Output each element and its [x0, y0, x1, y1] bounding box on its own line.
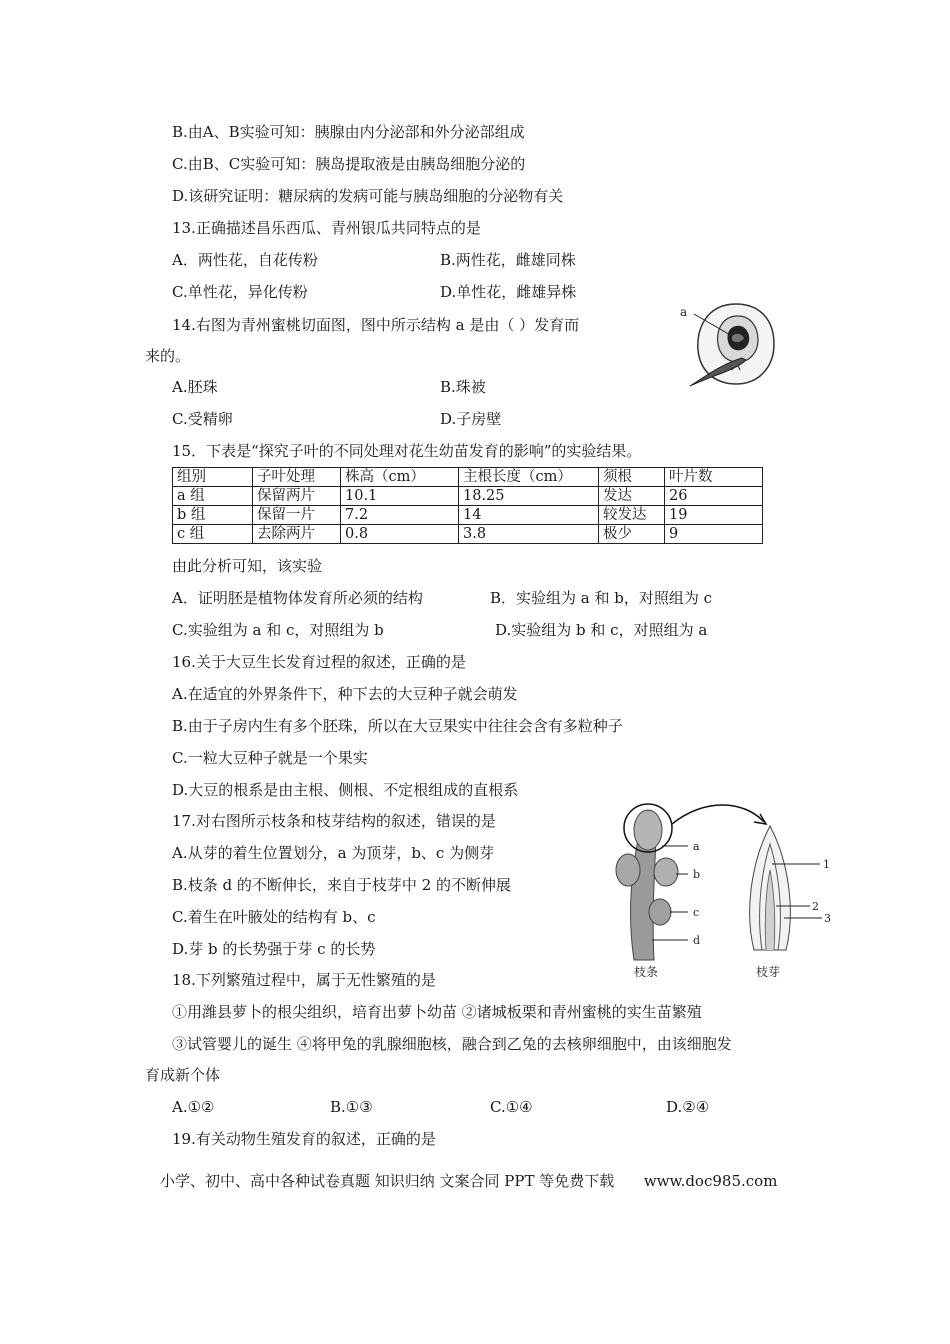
table-cell: 保留两片 [253, 487, 341, 506]
footer-url[interactable]: www.doc985.com [643, 1172, 778, 1190]
table-cell: 3.8 [459, 525, 599, 544]
bud-label-1: 1 [823, 858, 830, 871]
q18-statement-3-4: ③试管婴儿的诞生 ④将甲兔的乳腺细胞核，融合到乙兔的去核卵细胞中，由该细胞发 [172, 1035, 732, 1053]
q15-option-d: D.实验组为 b 和 c，对照组为 a [495, 621, 708, 639]
table-cell: c 组 [173, 525, 253, 544]
table-row [173, 525, 763, 544]
q16-option-b: B.由于子房内生有多个胚珠，所以在大豆果实中往往会含有多粒种子 [172, 717, 623, 735]
table-cell: 7.2 [341, 506, 459, 525]
q16-option-a: A.在适宜的外界条件下，种下去的大豆种子就会萌发 [172, 685, 518, 703]
q17-option-a: A.从芽的着生位置划分，a 为顶芽，b、c 为侧芽 [172, 844, 495, 862]
q14-option-a: A.胚珠 [172, 378, 218, 396]
table-header-cell: 株高（cm） [341, 468, 459, 487]
q13-stem: 13.正确描述昌乐西瓜、青州银瓜共同特点的是 [172, 219, 481, 237]
branch-label-c: c [693, 906, 700, 919]
experiment-table [172, 467, 763, 544]
table-header-cell: 组别 [173, 468, 253, 487]
table-cell: 极少 [599, 525, 665, 544]
table-header-row [173, 468, 763, 487]
table-cell: 0.8 [341, 525, 459, 544]
table-header-cell: 须根 [599, 468, 665, 487]
branch-label-a: a [693, 840, 700, 853]
table-cell: 10.1 [341, 487, 459, 506]
q12-option-b: B.由A、B实验可知：胰腺由内分泌部和外分泌部组成 [172, 123, 525, 141]
table-cell: 保留一片 [253, 506, 341, 525]
q14-stem-line1: 14.右图为青州蜜桃切面图，图中所示结构 a 是由（ ）发育而 [172, 316, 580, 334]
branch-label-d: d [693, 934, 701, 947]
table-header-cell: 主根长度（cm） [459, 468, 599, 487]
page-footer [160, 1170, 777, 1191]
q18-statement-1-2: ①用潍县萝卜的根尖组织，培育出萝卜幼苗 ②诸城板栗和青州蜜桃的实生苗繁殖 [172, 1003, 702, 1021]
branch-label-b: b [693, 868, 701, 881]
table-cell: 去除两片 [253, 525, 341, 544]
q18-option-c: C.①④ [490, 1098, 533, 1116]
q15-option-a: A．证明胚是植物体发育所必须的结构 [172, 589, 423, 607]
q13-option-a: A．两性花，自花传粉 [172, 251, 318, 269]
q14-option-b: B.珠被 [440, 378, 486, 396]
q17-option-d: D.芽 b 的长势强于芽 c 的长势 [172, 940, 376, 958]
peach-cross-section-figure [676, 300, 786, 392]
table-header-cell: 叶片数 [665, 468, 763, 487]
table-cell: 26 [665, 487, 763, 506]
bud-label-2: 2 [812, 900, 819, 913]
table-cell: 18.25 [459, 487, 599, 506]
branch-caption: 枝条 [634, 965, 659, 979]
table-cell: 发达 [599, 487, 665, 506]
q12-option-c: C.由B、C实验可知：胰岛提取液是由胰岛细胞分泌的 [172, 155, 526, 173]
q17-stem: 17.对右图所示枝条和枝芽结构的叙述，错误的是 [172, 812, 496, 830]
q16-option-c: C.一粒大豆种子就是一个果实 [172, 749, 368, 767]
bud-label-3: 3 [824, 912, 831, 925]
q19-stem: 19.有关动物生殖发育的叙述，正确的是 [172, 1130, 436, 1148]
q17-option-c: C.着生在叶腋处的结构有 b、c [172, 908, 376, 926]
q18-stem: 18.下列繁殖过程中，属于无性繁殖的是 [172, 971, 436, 989]
q14-option-c: C.受精卵 [172, 410, 233, 428]
table-cell: b 组 [173, 506, 253, 525]
q16-stem: 16.关于大豆生长发育过程的叙述，正确的是 [172, 653, 466, 671]
q16-option-d: D.大豆的根系是由主根、侧根、不定根组成的直根系 [172, 781, 519, 799]
q15-option-c: C.实验组为 a 和 c，对照组为 b [172, 621, 384, 639]
q14-option-d: D.子房壁 [440, 410, 502, 428]
q18-statement-cont: 育成新个体 [145, 1066, 221, 1084]
q13-option-b: B.两性花，雌雄同株 [440, 251, 576, 269]
peach-label-a: a [680, 305, 688, 319]
table-cell: 较发达 [599, 506, 665, 525]
footer-text: 小学、初中、高中各种试卷真题 知识归纳 文案合同 PPT 等免费下载 [160, 1172, 615, 1190]
q13-option-c: C.单性花，异化传粉 [172, 283, 308, 301]
q13-option-d: D.单性花，雌雄异株 [440, 283, 577, 301]
table-header-cell: 子叶处理 [253, 468, 341, 487]
q15-option-b: B．实验组为 a 和 b，对照组为 c [490, 589, 713, 607]
q18-option-b: B.①③ [330, 1098, 373, 1116]
q17-option-b: B.枝条 d 的不断伸长，来自于枝芽中 2 的不断伸展 [172, 876, 512, 894]
table-cell: 14 [459, 506, 599, 525]
table-cell: 19 [665, 506, 763, 525]
table-cell: 9 [665, 525, 763, 544]
q14-stem-line2: 来的。 [145, 347, 191, 365]
table-row [173, 506, 763, 525]
q15-stem: 15．下表是“探究子叶的不同处理对花生幼苗发育的影响”的实验结果。 [172, 442, 642, 460]
branch-and-bud-figure [604, 800, 840, 980]
q18-option-a: A.①② [172, 1098, 215, 1116]
q15-after-table: 由此分析可知，该实验 [172, 557, 323, 575]
table-cell: a 组 [173, 487, 253, 506]
q18-option-d: D.②④ [666, 1098, 710, 1116]
table-row [173, 487, 763, 506]
bud-caption: 枝芽 [756, 965, 781, 979]
q12-option-d: D.该研究证明：糖尿病的发病可能与胰岛细胞的分泌物有关 [172, 187, 564, 205]
